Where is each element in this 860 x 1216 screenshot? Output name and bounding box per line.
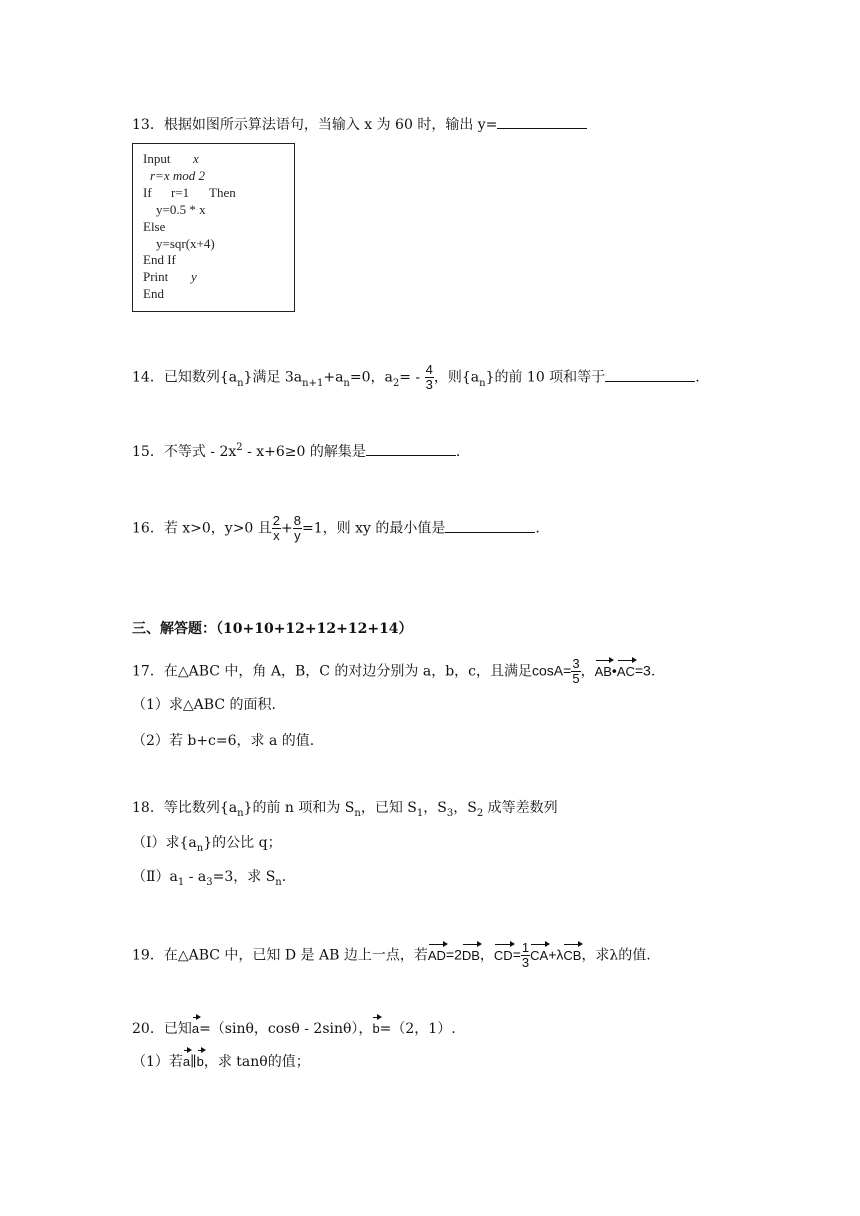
q18-p2-text-2: - a: [184, 869, 207, 885]
q20-text-1: 20．已知: [132, 1021, 192, 1037]
code-if: If: [143, 185, 152, 200]
q19-text-2: ，求λ的值.: [581, 947, 651, 964]
question-13: [132, 114, 587, 134]
q20-text-2: =（sinθ，cosθ - 2sinθ），: [199, 1021, 373, 1037]
question-19: [132, 941, 651, 970]
q14-text-1: 14．已知数列{a: [132, 369, 238, 386]
question-16: [132, 514, 540, 543]
q18-sub-3: 3: [446, 808, 454, 819]
q18-part-2: [132, 868, 286, 888]
q19-eq2: =2: [445, 946, 462, 963]
q16-f2-num: 8: [293, 513, 301, 528]
q14-text-2: }满足 3a: [243, 369, 303, 386]
q18-text-4: ，S: [423, 800, 447, 816]
algorithm-code-box: [132, 143, 295, 312]
q16-f1-den: x: [273, 528, 280, 543]
q17-cos: cosA=: [532, 662, 572, 679]
q18-p2-text-1: （Ⅱ）a: [132, 869, 178, 885]
q18-sub-1: 1: [416, 808, 424, 819]
q18-text-5: ，S: [453, 800, 477, 816]
q19-vector-ad: AD: [428, 942, 446, 965]
q19-text-1: 19．在△ABC 中，已知 D 是 AB 边上一点，若: [132, 947, 428, 964]
question-17: [132, 657, 655, 686]
q18-p1-sub: n: [196, 843, 204, 854]
q17-vector-ab: AB: [595, 658, 612, 681]
q18-p1-text-1: （Ⅰ）求{a: [132, 835, 197, 851]
q14-sub-n2: n: [343, 377, 350, 389]
code-endif: End If: [143, 252, 176, 267]
q14-answer-blank: [605, 367, 695, 382]
q17-dot: •: [611, 662, 617, 679]
q14-text-4: =0，a: [349, 369, 393, 386]
section-3-heading: 三、解答题：（10+10+12+12+12+14）: [132, 621, 413, 637]
q16-answer-blank: [445, 518, 535, 533]
q14-fraction: [425, 363, 434, 392]
q19-frac-num: 1: [521, 940, 530, 955]
q14-sub-n: n: [237, 377, 244, 389]
question-14: [132, 363, 700, 392]
q16-plus: +: [281, 520, 293, 537]
q18-p2-end: .: [281, 869, 287, 885]
code-input-var: x: [193, 151, 199, 166]
q20-p1-text-2: ，求 tanθ的值；: [203, 1054, 310, 1070]
code-then: Then: [209, 185, 236, 200]
code-print-var: y: [191, 269, 197, 284]
q19-fraction: [521, 941, 530, 970]
q19-vector-ca: CA: [530, 942, 548, 965]
q20-p1-vector-a: a: [183, 1048, 190, 1071]
q14-frac-den: 3: [425, 377, 433, 392]
q18-text-1: 18．等比数列{a: [132, 800, 238, 816]
q18-part-1: [132, 834, 282, 854]
q16-f1-num: 2: [272, 513, 281, 528]
q16-fraction-1: [272, 514, 281, 543]
q18-p1-text-2: }的公比 q；: [203, 835, 282, 851]
q19-vector-cd: CD: [494, 942, 513, 965]
q14-sub-n3: n: [479, 377, 486, 389]
q16-fraction-2: [293, 514, 302, 543]
q18-text-3: ，已知 S: [360, 800, 417, 816]
q20-part-1: [132, 1048, 310, 1071]
q17-text-1: 17．在△ABC 中，角 A，B，C 的对边分别为 a，b，c，且满足: [132, 663, 533, 680]
q17-fraction: [571, 657, 580, 686]
q19-vector-cb: CB: [563, 942, 581, 965]
q14-sub-2: 2: [392, 377, 400, 389]
q18-p2-sub-n: n: [275, 877, 282, 888]
q20-vector-b: b: [372, 1015, 379, 1038]
q17-part-1: （1）求△ABC 的面积.: [132, 697, 276, 713]
code-else: Else: [143, 219, 166, 234]
code-input: Input: [143, 151, 171, 166]
question-20: [132, 1015, 456, 1038]
q20-p1-text-1: （1）若: [132, 1054, 183, 1070]
q18-text-2: }的前 n 项和为 S: [243, 800, 355, 816]
code-else-body: y=sqr(x+4): [156, 236, 215, 251]
code-then-body: y=0.5 * x: [156, 202, 206, 217]
q20-parallel: ∥: [190, 1054, 197, 1070]
q14-text-6: ，则{a: [433, 369, 480, 386]
code-mod: r=x mod 2: [150, 168, 205, 183]
q17-comma: ，: [580, 663, 595, 680]
q15-text-2: - x+6≥0 的解集是: [242, 444, 366, 460]
q17-frac-num: 3: [572, 656, 580, 671]
q15-sup: 2: [236, 442, 243, 453]
q18-sub-n2: n: [354, 808, 361, 819]
q20-vector-a: a: [192, 1015, 199, 1038]
q17-part-2: （2）若 b+c=6，求 a 的值.: [132, 733, 315, 749]
q19-eq: =: [512, 946, 521, 963]
q19-vector-db: DB: [462, 942, 480, 965]
q18-sub-n1: n: [237, 808, 244, 819]
q18-p2-sub-1: 1: [177, 877, 185, 888]
q17-vector-ac: AC: [617, 658, 635, 681]
q14-frac-num: 4: [425, 362, 433, 377]
q20-text-3: =（2，1）.: [379, 1021, 456, 1037]
q20-p1-vector-b: b: [197, 1048, 204, 1071]
q16-text-2: =1，则 xy 的最小值是: [302, 520, 446, 537]
q13-text: 13．根据如图所示算法语句，当输入 x 为 60 时，输出 y=: [132, 117, 498, 133]
q18-p2-text-3: =3，求 S: [212, 869, 276, 885]
q16-end: .: [535, 520, 540, 537]
q17-end: .: [650, 663, 656, 680]
q15-text-1: 15．不等式 - 2x: [132, 444, 237, 460]
q14-sub-n1: n+1: [302, 377, 324, 389]
q18-text-6: 成等差数列: [483, 800, 558, 816]
q15-answer-blank: [366, 441, 456, 456]
code-print: Print: [143, 269, 169, 284]
q17-frac-den: 5: [572, 671, 580, 686]
question-15: [132, 441, 460, 463]
q14-text-3: +a: [323, 369, 344, 386]
code-cond: r=1: [171, 185, 190, 200]
q13-answer-blank: [497, 114, 587, 129]
q17-eq: =3: [634, 662, 651, 679]
code-end: End: [143, 286, 164, 301]
q14-text-7: }的前 10 项和等于: [485, 369, 606, 386]
q16-f2-den: y: [294, 528, 301, 543]
q19-comma: ，: [479, 947, 494, 964]
q14-text-5: = -: [399, 369, 425, 386]
q18-sub-2: 2: [476, 808, 484, 819]
q16-text-1: 16．若 x>0，y>0 且: [132, 520, 272, 537]
q14-end: .: [695, 369, 700, 386]
q18-p2-sub-3: 3: [206, 877, 213, 888]
q15-end: .: [455, 444, 461, 460]
q19-frac-den: 3: [521, 955, 530, 970]
question-18: [132, 799, 558, 819]
q19-plus-lambda: +λ: [548, 946, 564, 963]
